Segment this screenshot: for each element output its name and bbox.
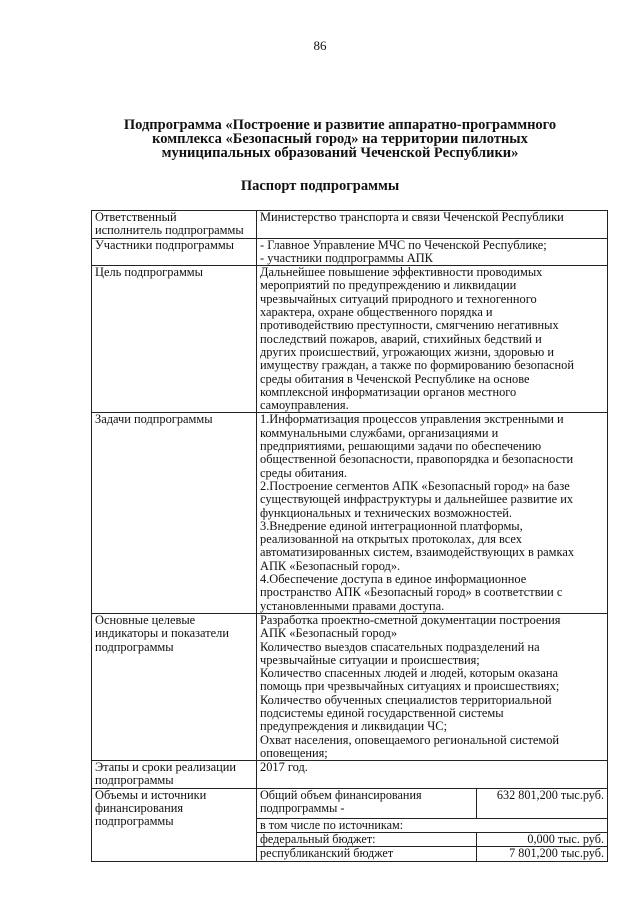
value-line: установленными правами доступа. <box>260 598 445 613</box>
row-label <box>92 788 257 861</box>
value-line: среды обитания. <box>260 465 348 480</box>
row-value <box>257 238 608 266</box>
passport-table <box>91 210 608 862</box>
value-line: самоуправления. <box>260 398 349 413</box>
value-line: 1.Информатизация процессов управления экстренными и <box>260 412 564 427</box>
value-line: - Главное Управление МЧС по Чеченской Республике; <box>260 237 547 252</box>
value-line: последствий пожаров, аварий, стихийных бедствий и <box>260 331 542 346</box>
label-line: подпрограммы <box>95 773 174 788</box>
source-amount: 7 801,200 тыс.руб. <box>477 847 608 861</box>
value-line: подсистемы единой государственной системы <box>260 705 504 720</box>
value-line: - участники подпрограммы АПК <box>260 250 433 265</box>
row-participants <box>92 238 608 266</box>
source-name: республиканский бюджет <box>257 847 477 861</box>
row-label <box>92 238 257 266</box>
label-line: подпрограммы - <box>260 801 345 816</box>
source-name: федеральный бюджет: <box>257 833 477 847</box>
value-line: общественной безопасности, правопорядка и безопасности <box>260 452 574 467</box>
label-line: индикаторы и показатели <box>95 626 229 641</box>
value-line: пространство АПК «Безопасный город» в соответствии с <box>260 585 563 600</box>
row-stages <box>92 761 608 789</box>
title-line: муниципальных образований Чеченской Республики» <box>161 145 519 161</box>
financing-total-row <box>257 789 607 819</box>
row-value <box>257 613 608 760</box>
value-line: 4.Обеспечение доступа в единое информационное <box>260 572 527 587</box>
value-line: помощь при чрезвычайных ситуациях и происшествиях; <box>260 679 560 694</box>
row-tasks <box>92 413 608 613</box>
row-label <box>92 266 257 413</box>
financing-source-row <box>257 833 607 847</box>
passport-heading: Паспорт подпрограммы <box>240 178 400 194</box>
title-line: комплекса «Безопасный город» на территории пилотных <box>152 131 528 147</box>
label-line: Ответственный <box>95 210 177 224</box>
subprogram-title <box>100 118 580 160</box>
row-goal <box>92 266 608 413</box>
value-line: Министерство транспорта и связи Чеченской Республики <box>260 210 564 224</box>
value-line: существующей инфраструктуры и дальнейшее развитие их <box>260 492 574 507</box>
value-line: характера, охране общественного порядка и <box>260 305 493 320</box>
row-label <box>92 211 257 239</box>
label-line: Цель подпрограммы <box>95 265 203 280</box>
label-line: исполнитель подпрограммы <box>95 223 244 238</box>
value-line: АПК «Безопасный город». <box>260 558 401 573</box>
value-line: 2017 год. <box>260 760 308 775</box>
row-indicators <box>92 613 608 760</box>
value-line: Количество выездов спасательных подразделений на <box>260 639 540 654</box>
value-line: реализованной на открытых протоколах, для всех <box>260 532 522 547</box>
value-line: функциональных и технических возможностей. <box>260 505 513 520</box>
row-label <box>92 613 257 760</box>
value-line: автоматизированных систем, взаимодействующих в рамках <box>260 545 575 560</box>
financing-value <box>257 788 608 861</box>
financing-source-row <box>257 847 607 861</box>
value-line: среды обитания в Чеченской Республике на основе <box>260 371 530 386</box>
row-financing <box>92 788 608 861</box>
label-line: Этапы и сроки реализации <box>95 760 237 775</box>
financing-total-label <box>257 789 477 819</box>
value-line: Разработка проектно-сметной документации построения <box>260 612 561 627</box>
financing-total-amount: 632 801,200 тыс.руб. <box>477 789 608 819</box>
label-line: Основные целевые <box>95 612 196 627</box>
financing-table <box>257 789 607 861</box>
title-line: Подпрограмма «Построение и развитие аппаратно-программного <box>123 117 557 133</box>
value-line: 2.Построение сегментов АПК «Безопасный город» на базе <box>260 478 570 493</box>
value-line: оповещения; <box>260 745 328 760</box>
page-number: 86 <box>313 38 327 53</box>
value-line: комплексной информатизации органов местного <box>260 384 517 399</box>
label-line: подпрограммы <box>95 814 174 829</box>
row-value <box>257 761 608 789</box>
value-line: имуществу граждан, а также по формированию безопасной <box>260 358 575 373</box>
financing-sources-label: в том числе по источникам: <box>257 818 607 832</box>
value-line: предприятиями, решающими задачи по обеспечению <box>260 439 542 454</box>
value-line: Количество обученных специалистов территориальной <box>260 692 552 707</box>
financing-sources-row <box>257 818 607 832</box>
row-responsible <box>92 211 608 239</box>
value-line: 3.Внедрение единой интеграционной платформы, <box>260 518 523 533</box>
value-line: коммунальными службами, организациями и <box>260 425 499 440</box>
source-amount: 0,000 тыс. руб. <box>477 833 608 847</box>
value-line: Количество спасенных людей и людей, которым оказана <box>260 666 559 681</box>
value-line: предупреждения и ликвидации ЧС; <box>260 719 448 734</box>
label-line: Общий объем финансирования <box>260 787 422 802</box>
value-line: мероприятий по предупреждению и ликвидации <box>260 278 517 293</box>
value-line: Дальнейшее повышение эффективности проводимых <box>260 265 543 280</box>
row-label <box>92 761 257 789</box>
label-line: подпрограммы <box>95 639 174 654</box>
value-line: Охват населения, оповещаемого региональной системой <box>260 732 560 747</box>
value-line: чрезвычайные ситуации и происшествия; <box>260 652 480 667</box>
row-label <box>92 413 257 613</box>
row-value <box>257 211 608 239</box>
row-value <box>257 266 608 413</box>
row-value <box>257 413 608 613</box>
value-line: чрезвычайных ситуаций природного и техногенного <box>260 291 537 306</box>
label-line: Задачи подпрограммы <box>95 412 213 427</box>
value-line: противодействию преступности, смягчению негативных <box>260 318 559 333</box>
label-line: финансирования <box>95 801 184 816</box>
label-line: Объемы и источники <box>95 787 207 802</box>
value-line: других происшествий, угрожающих жизни, здоровью и <box>260 344 554 359</box>
value-line: АПК «Безопасный город» <box>260 626 398 641</box>
label-line: Участники подпрограммы <box>95 237 235 252</box>
